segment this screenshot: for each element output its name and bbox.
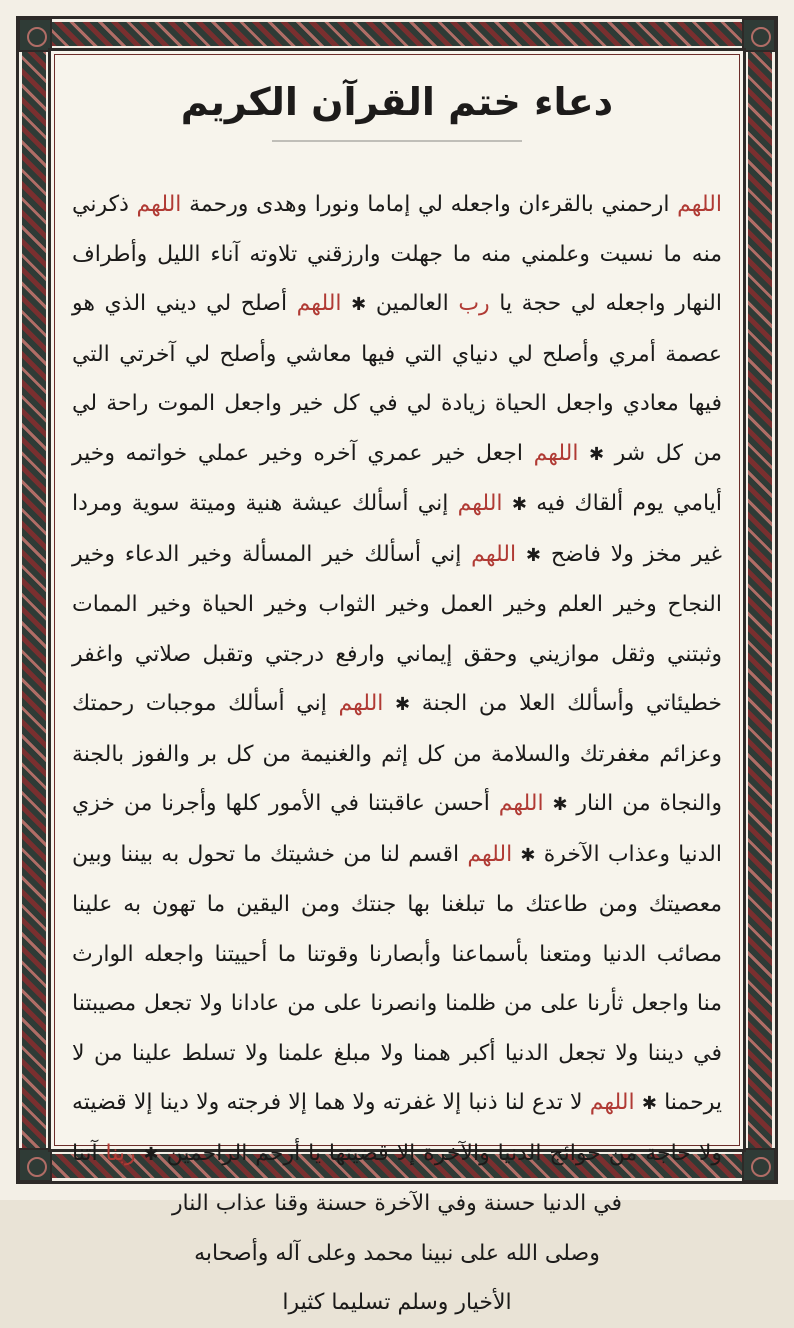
closing-line: الأخيار وسلم تسليما كثيرا (282, 1290, 512, 1315)
separator-star-icon: ✱ (143, 1143, 159, 1165)
invocation: اللهم (467, 841, 513, 867)
separator-star-icon: ✱ (395, 694, 411, 715)
prayer-segment: لا تدع لنا ذنبا إلا غفرته ولا هما إلا فرجته ولا دينا إلا قضيته ولا حاجة من حوائج الدنيا والآخرة إلا قضيتها يا أرحم الراحمين (72, 1090, 722, 1166)
prayer-segment: إني أسألك عيشة هنية وميتة سوية ومردا غير مخز ولا فاضح (72, 491, 723, 567)
invocation: اللهم (471, 541, 517, 567)
invocation: ربنا (105, 1140, 136, 1166)
separator-star-icon: ✱ (525, 544, 541, 566)
prayer-segment: أحسن عاقبتنا في الأمور كلها وأجرنا من خزي الدنيا وعذاب الآخرة (72, 791, 723, 867)
corner-ornament-icon (742, 1148, 776, 1182)
page-title: دعاء ختم القرآن الكريم (180, 80, 614, 124)
prayer-segment: إني أسألك موجبات رحمتك وعزائم مغفرتك والسلامة من كل إثم والغنيمة من كل بر والفوز بالجنة والنجاة من النار (72, 691, 722, 816)
corner-ornament-icon (742, 18, 776, 52)
separator-star-icon: ✱ (589, 443, 605, 465)
prayer-segment: أصلح لي ديني الذي هو عصمة أمري وأصلح لي دنياي التي فيها معاشي وأصلح لي آخرتي التي فيها معادي واجعل الحياة زيادة لي في كل خير واجعل الموت راحة لي من كل شر (72, 291, 723, 466)
invocation: اللهم (498, 791, 544, 816)
closing-line: وصلى الله على نبينا محمد وعلى آله وأصحابه (194, 1240, 600, 1266)
prayer-segment: إني أسألك خير المسألة وخير الدعاء وخير النجاح وخير العلم وخير العمل وخير الثواب وخير الحياة وخير الممات وثبتني وثقل موازيني وحقق إيماني وارفع درجتي وتقبل صلاتي واغفر خطيئاتي وأسألك العلا من الجنة (72, 541, 722, 716)
prayer-content (72, 70, 723, 1315)
prayer-text (72, 180, 722, 1328)
separator-star-icon: ✱ (511, 494, 527, 515)
prayer-segment: ذكرني منه ما نسيت وعلمني منه ما جهلت وارزقني تلاوته آناء الليل وأطراف النهار واجعله لي حجة يا (72, 192, 722, 316)
prayer-segment: ارحمني بالقرءان واجعله لي إماما ونورا وهدى ورحمة (181, 192, 678, 217)
title-underline (272, 140, 522, 142)
separator-star-icon: ✱ (520, 844, 536, 866)
invocation: اللهم (338, 691, 384, 716)
prayer-segment: اقسم لنا من خشيتك ما تحول به بيننا وبين معصيتك ومن طاعتك ما تبلغنا بها جنتك ومن اليقين ما تهون به علينا مصائب الدنيا ومتعنا بأسماعنا وأبصارنا وقوتنا ما أحييتنا واجعله الوارث منا واجعل ثأرنا على من ظلمنا وانصرنا على من عادانا ولا تجعل مصيبتنا في ديننا ولا تجعل الدنيا أكبر همنا ولا مبلغ علمنا ولا تسلط علينا من لا يرحمنا (72, 841, 723, 1115)
separator-star-icon: ✱ (552, 794, 568, 815)
invocation: اللهم (136, 192, 182, 217)
invocation: اللهم (457, 491, 503, 516)
invocation: اللهم (296, 291, 342, 316)
invocation: اللهم (677, 192, 722, 217)
corner-ornament-icon (18, 1148, 52, 1182)
separator-star-icon: ✱ (641, 1093, 657, 1114)
invocation: اللهم (533, 440, 579, 466)
invocation: اللهم (589, 1090, 635, 1115)
prayer-segment: العالمين (366, 291, 459, 316)
separator-star-icon: ✱ (351, 294, 367, 315)
corner-ornament-icon (18, 18, 52, 52)
prayer-segment: آتنا في الدنيا حسنة وفي الآخرة حسنة وقنا عذاب النار (72, 1140, 623, 1216)
prayer-segment: اجعل خير عمري آخره وخير عملي خواتمه وخير أيامي يوم ألقاك فيه (72, 440, 722, 516)
invocation: رب (458, 291, 490, 316)
